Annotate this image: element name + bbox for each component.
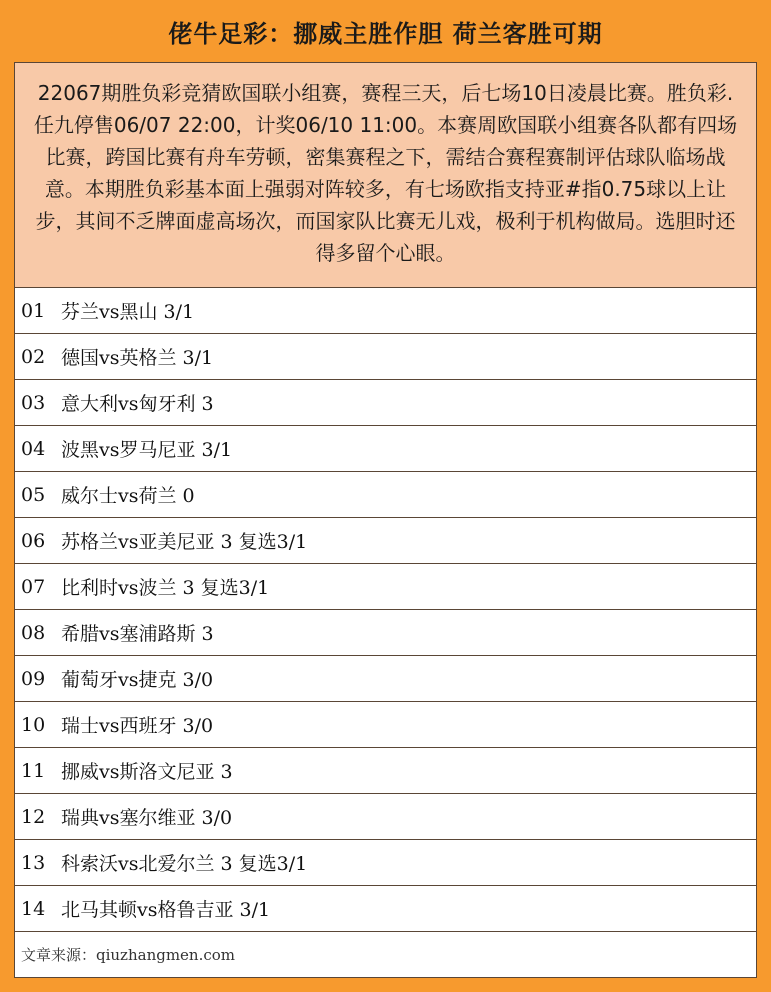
source-credit: 文章来源：qiuzhangmen.com xyxy=(21,945,236,964)
table-row xyxy=(15,840,756,886)
table-row xyxy=(15,794,756,840)
table-row xyxy=(15,564,756,610)
match-number: 11 xyxy=(21,759,46,782)
match-text: 芬兰vs黑山 3/1 xyxy=(61,301,195,323)
table-row xyxy=(15,748,756,794)
page-title: 佬牛足彩：挪威主胜作胆 荷兰客胜可期 xyxy=(168,19,603,48)
table-row xyxy=(15,380,756,426)
intro-paragraph: 22067期胜负彩竞猜欧国联小组赛，赛程三天，后七场10日凌晨比赛。胜负彩.任九停售06/07 22:00，计奖06/10 11:00。本赛周欧国联小组赛各队都有四场比赛，跨国比赛有舟车劳顿，密集赛程之下，需结合赛程赛制评估球队临场战意。本期胜负彩基本面上强弱对阵较多，有七场欧指支持亚#指0.75球以上让步，其间不乏牌面虚高场次，而国家队比赛无儿戏，极利于机构做局。选胆时还得多留个心眼。 xyxy=(14,62,757,288)
match-text: 瑞典vs塞尔维亚 3/0 xyxy=(61,807,233,829)
match-text: 苏格兰vs亚美尼亚 3 复选3/1 xyxy=(61,531,308,553)
match-number: 07 xyxy=(21,575,46,598)
match-number: 09 xyxy=(21,667,46,690)
table-row xyxy=(15,518,756,564)
match-text: 北马其顿vs格鲁吉亚 3/1 xyxy=(61,899,271,921)
match-text: 挪威vs斯洛文尼亚 3 xyxy=(61,761,233,783)
match-table xyxy=(14,288,757,978)
table-row xyxy=(15,288,756,334)
match-number: 08 xyxy=(21,621,46,644)
match-text: 威尔士vs荷兰 0 xyxy=(61,485,195,507)
match-number: 14 xyxy=(21,897,46,920)
match-text: 波黑vs罗马尼亚 3/1 xyxy=(61,439,233,461)
match-text: 葡萄牙vs捷克 3/0 xyxy=(61,669,214,691)
match-text: 希腊vs塞浦路斯 3 xyxy=(61,623,214,645)
match-text: 意大利vs匈牙利 3 xyxy=(61,393,214,415)
match-text: 比利时vs波兰 3 复选3/1 xyxy=(61,577,270,599)
match-text: 瑞士vs西班牙 3/0 xyxy=(61,715,214,737)
match-number: 04 xyxy=(21,437,46,460)
table-row xyxy=(15,656,756,702)
match-number: 01 xyxy=(21,299,46,322)
table-row xyxy=(15,702,756,748)
match-number: 10 xyxy=(21,713,46,736)
match-number: 05 xyxy=(21,483,46,506)
match-number: 12 xyxy=(21,805,46,828)
match-text: 科索沃vs北爱尔兰 3 复选3/1 xyxy=(61,853,308,875)
table-row xyxy=(15,610,756,656)
match-number: 03 xyxy=(21,391,46,414)
table-row xyxy=(15,472,756,518)
match-number: 02 xyxy=(21,345,46,368)
table-row xyxy=(15,334,756,380)
match-number: 06 xyxy=(21,529,46,552)
match-number: 13 xyxy=(21,851,46,874)
table-row xyxy=(15,886,756,932)
match-text: 德国vs英格兰 3/1 xyxy=(61,347,214,369)
table-row xyxy=(15,426,756,472)
